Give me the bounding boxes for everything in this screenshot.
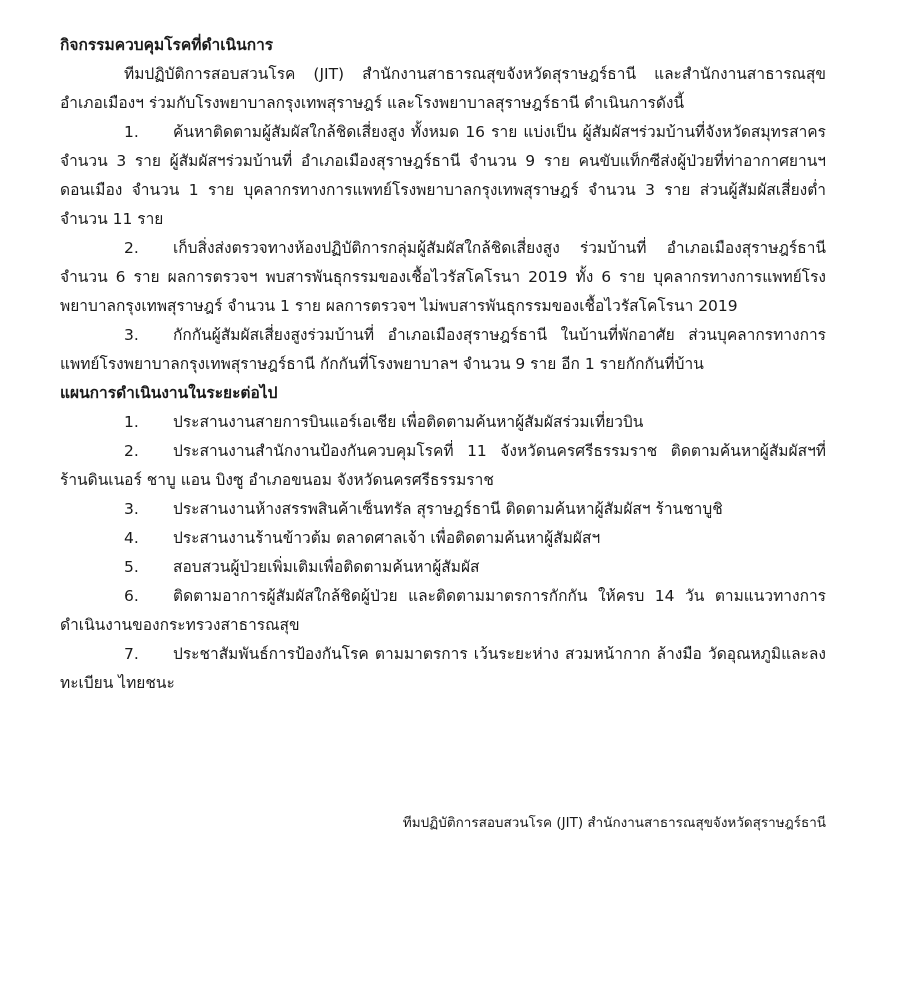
signature-line: ทีมปฏิบัติการสอบสวนโรค (JIT) สำนักงานสาธารณสุขจังหวัดสุราษฎร์ธานี [402,815,826,831]
section-heading-next-plan: แผนการดำเนินงานในระยะต่อไป [60,384,278,402]
item-number: 2. [124,442,139,460]
plan-item [60,553,826,582]
item-number: 3. [124,500,139,518]
item-number: 4. [124,529,139,547]
plan-item [60,582,826,640]
item-text: ติดตามอาการผู้สัมผัสใกล้ชิดผู้ป่วย และติดตามมาตรการกักกัน ให้ครบ 14 วัน ตามแนวทางการดำเนินงานของกระทรวงสาธารณสุข [60,587,826,634]
item-text: เก็บสิ่งส่งตรวจทางห้องปฏิบัติการกลุ่มผู้สัมผัสใกล้ชิดเสี่ยงสูง ร่วมบ้านที่ อำเภอเมืองสุราษฎร์ธานี จำนวน 6 ราย ผลการตรวจฯ พบสารพันธุกรรมของเชื้อไวรัสโคโรนา 2019 ทั้ง 6 ราย บุคลากรทางการแพทย์โรงพยาบาลกรุงเทพสุราษฎร์ จำนวน 1 ราย ผลการตรวจฯ ไม่พบสารพันธุกรรมของเชื้อไวรัสโคโรนา 2019 [60,239,826,315]
item-text: ประสานงานห้างสรรพสินค้าเซ็นทรัล สุราษฎร์ธานี ติดตามค้นหาผู้สัมผัสฯ ร้านชาบูชิ [173,500,723,518]
intro-paragraph: ทีมปฏิบัติการสอบสวนโรค (JIT) สำนักงานสาธารณสุขจังหวัดสุราษฎร์ธานี และสำนักงานสาธารณสุขอำเภอเมืองฯ ร่วมกับโรงพยาบาลกรุงเทพสุราษฎร์ และโรงพยาบาลสุราษฎร์ธานี ดำเนินการดังนี้ [60,65,826,112]
plan-item [60,437,826,495]
section-heading-control-activities: กิจกรรมควบคุมโรคที่ดำเนินการ [60,36,274,54]
item-number: 3. [124,326,139,344]
document-body [60,31,826,698]
plan-item [60,408,826,437]
activity-item [60,321,826,379]
item-text: กักกันผู้สัมผัสเสี่ยงสูงร่วมบ้านที่ อำเภอเมืองสุราษฎร์ธานี ในบ้านที่พักอาศัย ส่วนบุคลากรทางการแพทย์โรงพยาบาลกรุงเทพสุราษฎร์ธานี กักกันที่โรงพยาบาลฯ จำนวน 9 ราย อีก 1 รายกักกันที่บ้าน [60,326,826,373]
item-number: 1. [124,123,139,141]
item-text: สอบสวนผู้ป่วยเพิ่มเติมเพื่อติดตามค้นหาผู้สัมผัส [173,558,480,576]
activity-item [60,234,826,321]
plan-item [60,640,826,698]
activity-item [60,118,826,234]
item-number: 7. [124,645,139,663]
item-number: 1. [124,413,139,431]
item-text: ประสานงานร้านข้าวต้ม ตลาดศาลเจ้า เพื่อติดตามค้นหาผู้สัมผัสฯ [173,529,601,547]
plan-item [60,495,826,524]
plan-item [60,524,826,553]
item-number: 6. [124,587,139,605]
item-number: 5. [124,558,139,576]
item-text: ประสานงานสำนักงานป้องกันควบคุมโรคที่ 11 จังหวัดนครศรีธรรมราช ติดตามค้นหาผู้สัมผัสฯที่ร้านดินเนอร์ ชาบู แอน บิงซู อำเภอขนอม จังหวัดนครศรีธรรมราช [60,442,826,489]
item-number: 2. [124,239,139,257]
item-text: ประชาสัมพันธ์การป้องกันโรค ตามมาตรการ เว้นระยะห่าง สวมหน้ากาก ล้างมือ วัดอุณหภูมิและลงทะเบียน ไทยชนะ [60,645,826,692]
item-text: ประสานงานสายการบินแอร์เอเชีย เพื่อติดตามค้นหาผู้สัมผัสร่วมเที่ยวบิน [173,413,644,431]
item-text: ค้นหาติดตามผู้สัมผัสใกล้ชิดเสี่ยงสูง ทั้งหมด 16 ราย แบ่งเป็น ผู้สัมผัสฯร่วมบ้านที่จังหวัดสมุทรสาคร จำนวน 3 ราย ผู้สัมผัสฯร่วมบ้านที่ อำเภอเมืองสุราษฎร์ธานี จำนวน 9 ราย คนขับแท็กซีส่งผู้ป่วยที่ท่าอากาศยานฯดอนเมือง จำนวน 1 ราย บุคลากรทางการแพทย์โรงพยาบาลกรุงเทพสุราษฎร์ จำนวน 3 ราย ส่วนผู้สัมผัสเสี่ยงต่ำ จำนวน 11 ราย [60,123,826,228]
